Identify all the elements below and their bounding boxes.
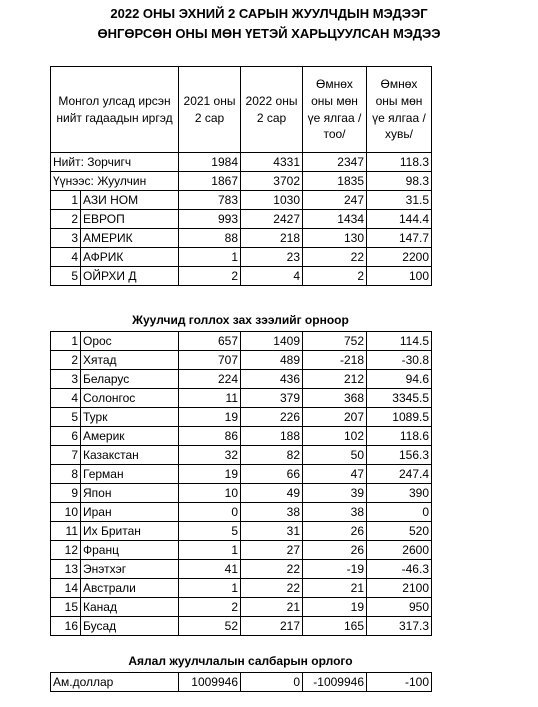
value-percent: 118.3 [367,153,432,172]
value-diff: -218 [303,351,367,370]
country-row [51,579,432,598]
value-2022: 4331 [241,153,303,172]
value-2021: 224 [179,370,241,389]
value-percent: -100 [367,673,432,692]
value-2022: 82 [241,446,303,465]
country-name: Бусад [81,617,179,636]
value-2021: 86 [179,427,241,446]
value-percent: 2200 [367,248,432,267]
country-name: Казакстан [81,446,179,465]
document-subtitle: ӨНГӨРСӨН ОНЫ МӨН ҮЕТЭЙ ХАРЬЦУУЛСАН МЭДЭЭ [97,26,441,41]
header-row [51,67,432,153]
value-diff: 38 [303,503,367,522]
value-diff: -19 [303,560,367,579]
value-diff: 102 [303,427,367,446]
value-diff: 19 [303,598,367,617]
summary-table [50,66,432,286]
country-row [51,503,432,522]
country-name: Энэтхэг [81,560,179,579]
value-diff: 368 [303,389,367,408]
value-2022: 489 [241,351,303,370]
value-percent: 1089.5 [367,408,432,427]
value-percent: 156.3 [367,446,432,465]
value-diff: 165 [303,617,367,636]
value-2022: 22 [241,579,303,598]
value-diff: 130 [303,229,367,248]
country-row [51,408,432,427]
total-row [51,172,432,191]
value-2021: 88 [179,229,241,248]
country-row [51,389,432,408]
value-2021: 0 [179,503,241,522]
row-number: 3 [51,370,81,389]
row-label: Нийт: Зорчигч [51,153,179,172]
value-2022: 27 [241,541,303,560]
value-percent: 317.3 [367,617,432,636]
header-citizens: Монгол улсад ирсэн нийт гадаадын иргэд [51,67,179,153]
value-2021: 5 [179,522,241,541]
value-diff: 21 [303,579,367,598]
value-percent: 3345.5 [367,389,432,408]
value-percent: -30.8 [367,351,432,370]
row-number: 2 [51,210,81,229]
value-percent: 98.3 [367,172,432,191]
value-percent: 390 [367,484,432,503]
value-diff: 50 [303,446,367,465]
value-2022: 21 [241,598,303,617]
value-percent: 247.4 [367,465,432,484]
country-row [51,560,432,579]
country-name: Орос [81,332,179,351]
row-number: 1 [51,332,81,351]
value-2021: 1 [179,579,241,598]
region-row [51,248,432,267]
row-number: 8 [51,465,81,484]
row-number: 12 [51,541,81,560]
region-name: ОЙРХИ Д [81,267,179,286]
income-table [50,672,432,692]
value-percent: 520 [367,522,432,541]
region-row [51,210,432,229]
section-title-countries: Жуулчид голлох зах зээлийг орноор [132,313,349,327]
country-row [51,332,432,351]
value-percent: 2600 [367,541,432,560]
value-percent: 31.5 [367,191,432,210]
value-percent: 94.6 [367,370,432,389]
country-row [51,522,432,541]
value-2021: 1009946 [179,673,241,692]
value-2022: 226 [241,408,303,427]
row-number: 5 [51,267,81,286]
country-name: Беларус [81,370,179,389]
value-diff: 2 [303,267,367,286]
section-title-income: Аялал жуулчлалын салбарын орлого [128,654,353,668]
value-diff: 247 [303,191,367,210]
country-name: Америк [81,427,179,446]
region-row [51,229,432,248]
value-2021: 10 [179,484,241,503]
value-percent: 100 [367,267,432,286]
country-name: Франц [81,541,179,560]
value-diff: 26 [303,522,367,541]
value-2022: 1030 [241,191,303,210]
header-2021: 2021 оны 2 сар [179,67,241,153]
value-2022: 22 [241,560,303,579]
header-2022: 2022 оны 2 сар [241,67,303,153]
row-label: Үүнээс: Жуулчин [51,172,179,191]
value-diff: 1835 [303,172,367,191]
value-2021: 993 [179,210,241,229]
row-number: 4 [51,389,81,408]
value-diff: 2347 [303,153,367,172]
value-2021: 1 [179,541,241,560]
value-2022: 218 [241,229,303,248]
region-row [51,267,432,286]
value-2022: 436 [241,370,303,389]
value-diff: -1009946 [303,673,367,692]
region-name: ЕВРОП [81,210,179,229]
row-label: Ам.доллар [51,673,179,692]
value-2021: 11 [179,389,241,408]
country-name: Солонгос [81,389,179,408]
row-number: 11 [51,522,81,541]
value-2022: 38 [241,503,303,522]
country-name: Австрали [81,579,179,598]
row-number: 1 [51,191,81,210]
region-row [51,191,432,210]
value-diff: 47 [303,465,367,484]
value-percent: -46.3 [367,560,432,579]
value-diff: 1434 [303,210,367,229]
country-name: Герман [81,465,179,484]
value-2022: 66 [241,465,303,484]
value-2022: 3702 [241,172,303,191]
row-number: 4 [51,248,81,267]
row-number: 6 [51,427,81,446]
value-2022: 188 [241,427,303,446]
value-2022: 217 [241,617,303,636]
country-name: Канад [81,598,179,617]
country-row [51,446,432,465]
value-percent: 2100 [367,579,432,598]
country-row [51,541,432,560]
value-diff: 22 [303,248,367,267]
country-row [51,370,432,389]
row-number: 9 [51,484,81,503]
value-diff: 752 [303,332,367,351]
value-2021: 1867 [179,172,241,191]
value-2021: 783 [179,191,241,210]
value-2021: 2 [179,598,241,617]
row-number: 10 [51,503,81,522]
value-2021: 707 [179,351,241,370]
region-name: АФРИК [81,248,179,267]
value-percent: 950 [367,598,432,617]
country-row [51,427,432,446]
value-percent: 118.6 [367,427,432,446]
value-diff: 39 [303,484,367,503]
row-number: 2 [51,351,81,370]
country-name: Иран [81,503,179,522]
value-2022: 49 [241,484,303,503]
value-percent: 0 [367,503,432,522]
value-diff: 26 [303,541,367,560]
value-2021: 1984 [179,153,241,172]
value-percent: 147.7 [367,229,432,248]
row-number: 13 [51,560,81,579]
value-2021: 19 [179,408,241,427]
row-number: 7 [51,446,81,465]
value-2022: 31 [241,522,303,541]
header-diff-count: Өмнөх оны мөн үе ялгаа /тоо/ [303,67,367,153]
value-percent: 144.4 [367,210,432,229]
country-row [51,598,432,617]
row-number: 14 [51,579,81,598]
country-name: Япон [81,484,179,503]
value-percent: 114.5 [367,332,432,351]
value-2022: 379 [241,389,303,408]
countries-table [50,331,432,636]
region-name: АМЕРИК [81,229,179,248]
value-2022: 1409 [241,332,303,351]
country-row [51,351,432,370]
value-diff: 212 [303,370,367,389]
income-row [51,673,432,692]
row-number: 16 [51,617,81,636]
value-2021: 52 [179,617,241,636]
country-name: Турк [81,408,179,427]
value-2021: 32 [179,446,241,465]
country-row [51,617,432,636]
value-2021: 2 [179,267,241,286]
value-2021: 657 [179,332,241,351]
value-2022: 23 [241,248,303,267]
value-2022: 4 [241,267,303,286]
row-number: 15 [51,598,81,617]
value-2021: 1 [179,248,241,267]
country-name: Их Британ [81,522,179,541]
value-2021: 19 [179,465,241,484]
value-2022: 0 [241,673,303,692]
country-row [51,465,432,484]
value-2021: 41 [179,560,241,579]
region-name: АЗИ НОМ [81,191,179,210]
row-number: 3 [51,229,81,248]
country-row [51,484,432,503]
row-number: 5 [51,408,81,427]
total-row [51,153,432,172]
document-title: 2022 ОНЫ ЭХНИЙ 2 САРЫН ЖУУЛЧДЫН МЭДЭЭГ [110,6,428,21]
value-diff: 207 [303,408,367,427]
value-2022: 2427 [241,210,303,229]
country-name: Хятад [81,351,179,370]
header-diff-percent: Өмнөх оны мөн үе ялгаа /хувь/ [367,67,432,153]
